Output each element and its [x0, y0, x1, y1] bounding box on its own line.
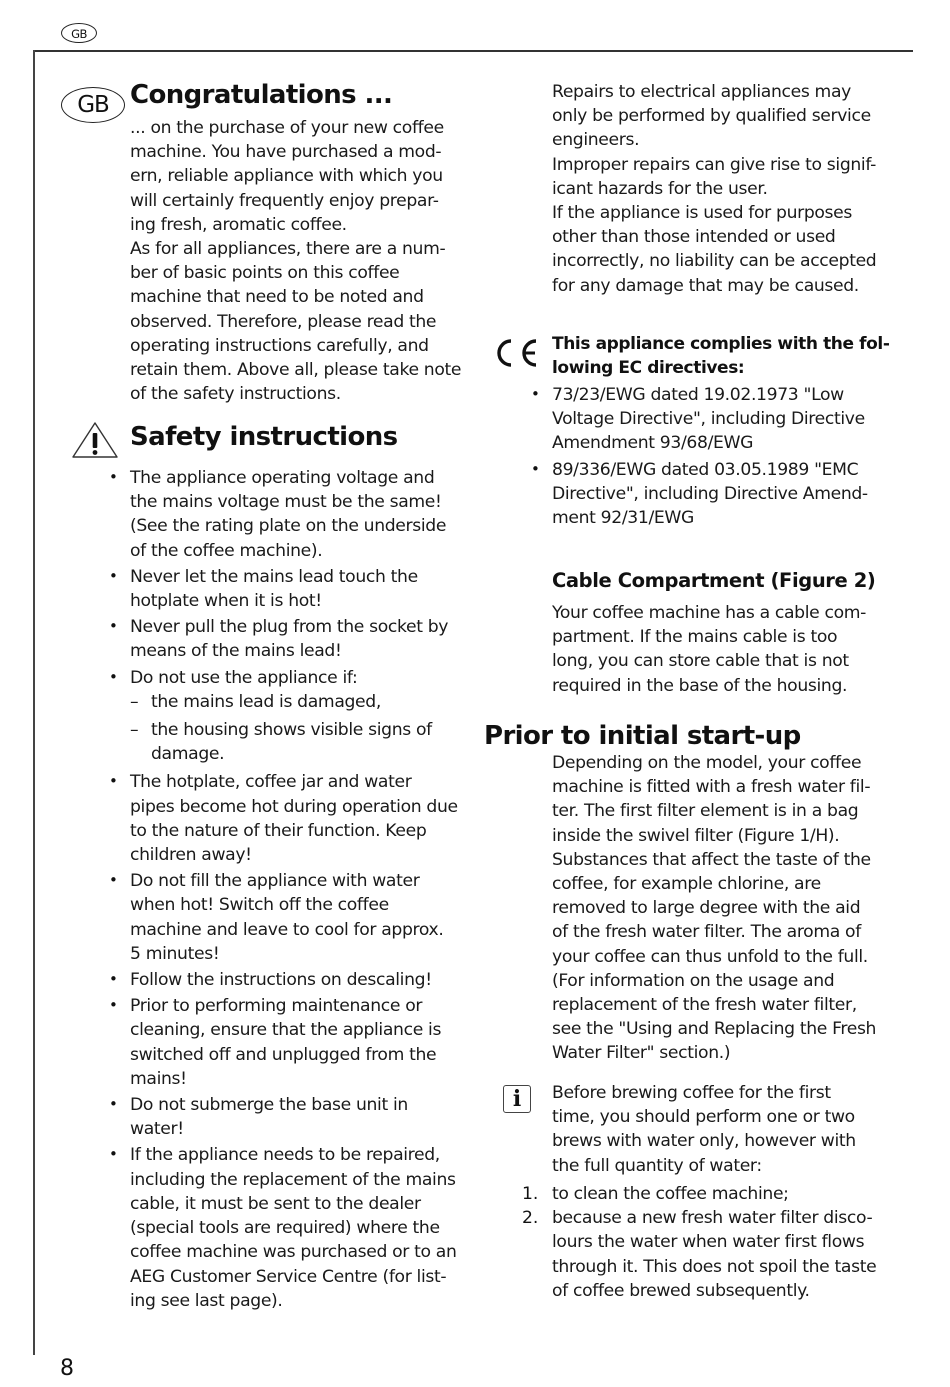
steps-list — [522, 1182, 912, 1303]
bullet-marker: • — [109, 772, 118, 791]
text-line: coffee machine was purchased or to an — [130, 1242, 457, 1263]
text-line: (special tools are required) where the — [130, 1218, 440, 1239]
bullet-marker: • — [109, 566, 118, 585]
safety-item — [108, 466, 478, 563]
safety-item — [108, 565, 478, 613]
bullet-marker: • — [109, 617, 118, 636]
bullet-marker: • — [109, 1145, 118, 1164]
text-line: children away! — [130, 845, 252, 866]
text-line: the full quantity of water: — [552, 1155, 762, 1176]
text-line: (See the rating plate on the underside — [130, 516, 447, 537]
text-line: Substances that affect the taste of the — [552, 849, 871, 870]
text-line: partment. If the mains cable is too — [552, 627, 838, 648]
text-line: 73/23/EWG dated 19.02.1973 "Low — [552, 385, 844, 405]
text-line: see the "Using and Replacing the Fresh — [552, 1019, 877, 1040]
text-line: the mains lead is damaged, — [151, 691, 381, 712]
bullet-marker: • — [109, 996, 118, 1015]
step-item — [522, 1206, 912, 1303]
text-line: removed to large degree with the aid — [552, 898, 861, 919]
dash-marker: – — [130, 691, 139, 712]
bullet-marker: • — [109, 1095, 118, 1114]
text-line: Improper repairs can give rise to signif- — [552, 154, 876, 175]
directive-item — [530, 383, 910, 456]
text-line: machine that need to be noted and — [130, 287, 424, 308]
ce-directives — [530, 383, 910, 530]
text-line: ... on the purchase of your new coffee — [130, 118, 444, 138]
cable-text — [552, 601, 866, 698]
text-line: means of the mains lead! — [130, 641, 342, 662]
text-line: when hot! Switch off the coffee — [130, 895, 389, 916]
text-line: If the appliance needs to be repaired, — [130, 1145, 440, 1166]
congratulations-heading: Congratulations ... — [130, 80, 393, 110]
prior-heading: Prior to initial start-up — [484, 721, 801, 751]
text-line: Do not submerge the base unit in — [130, 1095, 408, 1116]
text-line: This appliance complies with the fol- — [552, 334, 890, 354]
safety-item — [108, 615, 478, 663]
text-line: for any damage that may be caused. — [552, 275, 859, 296]
text-line: Never pull the plug from the socket by — [130, 617, 449, 638]
text-line: ter. The first filter element is in a bag — [552, 801, 859, 822]
text-line: replacement of the fresh water filter, — [552, 995, 857, 1016]
bullet-marker: • — [531, 459, 540, 478]
ce-intro — [552, 332, 890, 380]
page-number: 8 — [60, 1356, 74, 1381]
safety-subitem — [108, 690, 478, 714]
text-line: lowing EC directives: — [552, 358, 745, 378]
text-line: Voltage Directive", including Directive — [552, 409, 865, 430]
text-line: required in the base of the housing. — [552, 675, 848, 696]
left-rule — [33, 50, 35, 1355]
text-line: of the fresh water filter. The aroma of — [552, 922, 861, 943]
text-line: icant hazards for the user. — [552, 178, 768, 199]
text-line: engineers. — [552, 130, 640, 151]
text-line: the housing shows visible signs of — [151, 720, 432, 741]
safety-item — [108, 770, 478, 867]
text-line: The hotplate, coffee jar and water — [130, 772, 412, 793]
text-line: inside the swivel filter (Figure 1/H). — [552, 825, 840, 846]
safety-heading: Safety instructions — [130, 422, 398, 452]
text-line: to clean the coffee machine; — [552, 1184, 789, 1204]
info-note — [552, 1081, 856, 1178]
text-line: brews with water only, however with — [552, 1131, 856, 1152]
text-line: Amendment 93/68/EWG — [552, 433, 754, 454]
text-line: ing see last page). — [130, 1290, 283, 1311]
text-line: Directive", including Directive Amend- — [552, 483, 868, 504]
text-line: machine is fitted with a fresh water fil- — [552, 777, 871, 798]
safety-item — [108, 666, 478, 690]
country-badge-gb: GB — [61, 87, 125, 123]
text-line: switched off and unplugged from the — [130, 1044, 437, 1065]
step-item — [522, 1182, 912, 1206]
text-line: (For information on the usage and — [552, 970, 835, 991]
text-line: 5 minutes! — [130, 943, 220, 964]
text-line: Repairs to electrical appliances may — [552, 82, 851, 102]
text-line: time, you should perform one or two — [552, 1107, 855, 1128]
bullet-marker: • — [109, 970, 118, 989]
text-line: Prior to performing maintenance or — [130, 996, 423, 1017]
text-line: 89/336/EWG dated 03.05.1989 "EMC — [552, 459, 859, 480]
safety-subitem — [108, 718, 478, 766]
text-line: ber of basic points on this coffee — [130, 263, 400, 284]
text-line: of coffee brewed subsequently. — [552, 1280, 810, 1301]
text-line: your coffee can thus unfold to the full. — [552, 946, 868, 967]
prior-text — [552, 751, 876, 1066]
dash-marker: – — [130, 720, 139, 741]
text-line: AEG Customer Service Centre (for list- — [130, 1266, 447, 1287]
country-badge-header: GB — [61, 23, 97, 43]
cable-heading: Cable Compartment (Figure 2) — [552, 569, 876, 592]
top-rule — [34, 50, 913, 52]
text-line: only be performed by qualified service — [552, 106, 871, 127]
text-line: the mains voltage must be the same! — [130, 492, 442, 513]
text-line: cable, it must be sent to the dealer — [130, 1193, 421, 1214]
step-number: 2. — [522, 1208, 539, 1229]
text-line: ern, reliable appliance with which you — [130, 166, 443, 187]
text-line: Water Filter" section.) — [552, 1043, 731, 1064]
text-line: Before brewing coffee for the first — [552, 1083, 831, 1103]
directive-item — [530, 458, 910, 531]
text-line: hotplate when it is hot! — [130, 591, 322, 612]
text-line: Do not use the appliance if: — [130, 667, 358, 688]
text-line: retain them. Above all, please take note — [130, 360, 462, 381]
bullet-marker: • — [109, 871, 118, 890]
text-line: pipes become hot during operation due — [130, 796, 458, 817]
text-line: The appliance operating voltage and — [130, 468, 435, 488]
text-line: other than those intended or used — [552, 227, 836, 248]
info-icon: i — [503, 1085, 531, 1113]
text-line: coffee, for example chlorine, are — [552, 874, 821, 895]
text-line: including the replacement of the mains — [130, 1169, 456, 1190]
safety-item — [108, 1143, 478, 1312]
text-line: Follow the instructions on descaling! — [130, 970, 432, 991]
text-line: because a new fresh water filter disco- — [552, 1208, 873, 1229]
bullet-marker: • — [109, 667, 118, 686]
text-line: will certainly frequently enjoy prepar- — [130, 190, 439, 211]
safety-item — [108, 869, 478, 966]
safety-item — [108, 994, 478, 1091]
safety-item — [108, 1093, 478, 1141]
step-number: 1. — [522, 1184, 539, 1204]
text-line: to the nature of their function. Keep — [130, 820, 427, 841]
text-line: incorrectly, no liability can be accepted — [552, 251, 877, 272]
safety-list — [108, 466, 478, 1315]
text-line: Do not fill the appliance with water — [130, 871, 420, 892]
text-line: damage. — [151, 744, 225, 765]
text-line: lours the water when water first flows — [552, 1232, 865, 1253]
text-line: Depending on the model, your coffee — [552, 753, 862, 773]
text-line: operating instructions carefully, and — [130, 335, 429, 356]
text-line: ing fresh, aromatic coffee. — [130, 214, 347, 235]
text-line: If the appliance is used for purposes — [552, 203, 852, 224]
text-line: through it. This does not spoil the taste — [552, 1256, 877, 1277]
text-line: of the coffee machine). — [130, 540, 323, 561]
bullet-marker: • — [109, 468, 118, 486]
text-line: water! — [130, 1119, 184, 1140]
text-line: ment 92/31/EWG — [552, 508, 695, 529]
warning-triangle-icon — [70, 420, 120, 460]
ce-mark-icon — [494, 338, 540, 368]
text-line: machine. You have purchased a mod- — [130, 142, 442, 163]
text-line: mains! — [130, 1068, 187, 1089]
text-line: machine and leave to cool for approx. — [130, 919, 444, 940]
text-line: Never let the mains lead touch the — [130, 566, 418, 587]
text-line: As for all appliances, there are a num- — [130, 239, 446, 260]
congratulations-text — [130, 116, 461, 406]
text-line: long, you can store cable that is not — [552, 651, 849, 672]
safety-item — [108, 968, 478, 992]
repairs-text — [552, 80, 876, 298]
text-line: cleaning, ensure that the appliance is — [130, 1020, 442, 1041]
text-line: of the safety instructions. — [130, 384, 341, 405]
text-line: Your coffee machine has a cable com- — [552, 603, 867, 623]
text-line: observed. Therefore, please read the — [130, 311, 437, 332]
bullet-marker: • — [531, 385, 540, 403]
